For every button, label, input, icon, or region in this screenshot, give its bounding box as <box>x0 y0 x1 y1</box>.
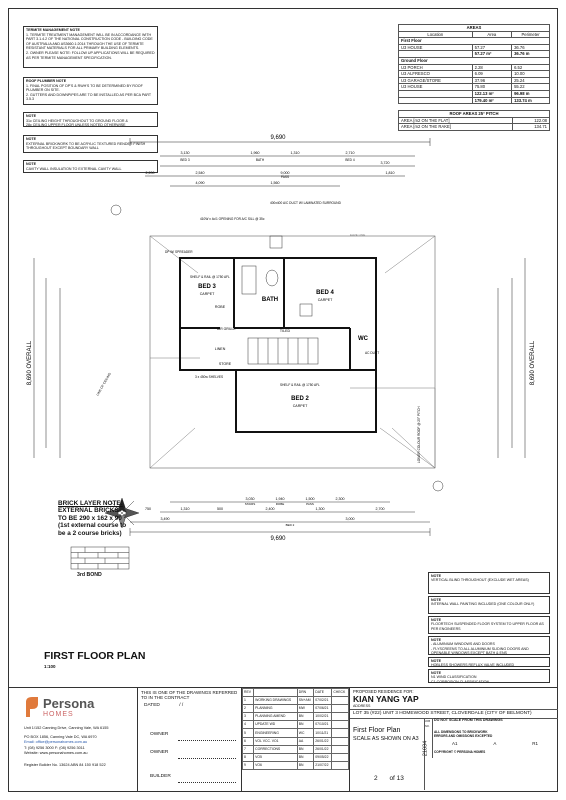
rev-header-row: REV DRN DATE CHECK <box>243 689 349 697</box>
brick-layer-note: BRICK LAYER NOTE: EXTERNAL BRICKS TO BE 290 x 162 x 90 (1st external course to be a 2 course bricks) <box>58 500 127 537</box>
note-floortech: NOTE FLOORTECH SUSPENDED FLOOR SYSTEM TO UPPER FLOOR AS PER ENGINEERS <box>428 616 550 634</box>
drawing-scale: 1:100 <box>44 664 56 669</box>
table-row: U3 PORCH 2.28 6.52 <box>399 64 550 71</box>
room-bed-3-finish: CARPET <box>199 292 215 296</box>
dim-label: 3,720 <box>380 161 390 165</box>
job-number: 21034 <box>422 740 429 757</box>
table-row: AREA [m2 ON THE FLAT] 122.08 <box>399 117 550 124</box>
scale-note: SCALE AS SHOWN ON A3 <box>353 736 419 742</box>
dim-label: 1,500 <box>305 497 315 501</box>
overall-width-top: 9,690 <box>270 135 286 141</box>
overall-depth-right: 8,690 OVERALL <box>530 340 536 386</box>
dim-label: 1,310 <box>290 151 300 155</box>
brick-bond-diagram <box>70 546 130 570</box>
table-row: 6 VOL VCC. VO1 AA 26/01/22 <box>243 737 349 745</box>
company-sub: HOMES <box>43 711 74 718</box>
table-row: 4 UPDATE WD BN 07/10/21 <box>243 721 349 729</box>
col-perimeter: Perimeter <box>512 31 550 38</box>
dim-label: 2,300 <box>335 497 345 501</box>
annotation: AC DUCT <box>365 351 380 355</box>
dim-label: 750 <box>145 507 151 511</box>
annotation: LOWER COLOUR ROOF @ 25° PITCH <box>417 406 421 463</box>
annotation: EAVE LINE <box>350 233 366 237</box>
dim-label: 2,700 <box>375 507 385 511</box>
project-block: PROPOSED RESIDENCE FOR: KIAN YANG YAP ADDRESS LOT 35 (#22) UNIT 3 HOMEWOOD STREET, CLOVERDALE (CITY OF BELMONT) First Floor Plan SCALE AS SHOWN ON A3 2 of 13 JOB NO. 21034 DO NOT SCALE FROM THIS DRAWINGS ALL DIMENSIONS TO BRICKWORK ERRORS AND OMISSIONS EXCEPTED A1 A R1 COPYRIGHT © PERSONA HOMES <box>349 688 558 791</box>
table-row: 7 CORRECTIONS BN 26/01/22 <box>243 745 349 753</box>
contract-block: THIS IS ONE OF THE DRAWINGS REFERRED TO IN THE CONTRACT DATED / / OWNER OWNER BUILDER <box>137 688 241 791</box>
dim-label: 1,960 <box>250 151 260 155</box>
dim-label: 3,130 <box>180 151 190 155</box>
overall-width-bottom: 9,690 <box>270 536 286 542</box>
annotation: SHELF & RAIL @ 1750 AFL <box>190 275 230 279</box>
note-blinds: NOTE VERTICAL BLIND THROUGHOUT (EXCLUDE WET AREAS) <box>428 572 550 594</box>
first-floor-plan-drawing <box>20 128 545 548</box>
sheet-number: 2 <box>374 775 378 782</box>
annotation: 400x400 A/C DUCT W/ LAMINATED SURROUND <box>270 201 341 205</box>
roof-plumber-note: ROOF PLUMBER NOTE 1. FINAL POSITION OF DP'S & RWH'S TO BE DETERMINED BY ROOF PLUMBER ON SITE. 2. GUTTERS AND DOWNPIPES ARE TO BE INSTALLED AS PER BCA PART 3.5.3 <box>23 77 158 105</box>
dim-label: 3,490 <box>160 517 170 521</box>
col-area: Area <box>472 31 511 38</box>
room-bath-finish: TILED <box>279 329 291 333</box>
group-ground-floor: Ground Floor <box>399 57 550 64</box>
sheet-title: First Floor Plan <box>353 727 401 734</box>
annotation: DP W/ SPREADER <box>165 250 193 254</box>
dim-label: 1,940 <box>275 497 285 501</box>
room-bed-4: BED 4 <box>316 290 334 296</box>
bond-label: 3rd BOND <box>77 572 102 578</box>
annotation: SHELF & RAIL @ 1750 AFL <box>280 383 320 387</box>
dim-room: BED 2 <box>285 523 295 527</box>
overall-depth-left: 8,690 OVERALL <box>27 340 33 386</box>
room-bed-2-finish: CARPET <box>292 404 308 408</box>
render-note: NOTE EXTERNAL BRICKWORK TO BE ACRYLIC TEXTURED RENDER FINISH THROUGHOUT EXCEPT BOUNDARY WALL <box>23 135 158 153</box>
dim-label: 3,000 <box>345 517 355 521</box>
dim-label: 2,200 <box>145 171 155 175</box>
dim-label: 2,710 <box>345 151 355 155</box>
dim-room: ROBE <box>275 502 285 506</box>
areas-schedule <box>398 24 550 104</box>
dim-label: 3,030 <box>245 497 255 501</box>
ceiling-height-note: NOTE 31c CEILING HEIGHT THROUGHOUT TO GROUND FLOOR & 28c CEILING UPPER FLOOR UNLESS NOTED OTHERWISE <box>23 112 158 127</box>
roof-areas-title: ROOF AREAS 25° PITCH <box>399 111 550 118</box>
note-painting: NOTE INTERNAL WALL PAINTING INCLUDED (ONE COLOUR ONLY) <box>428 596 550 614</box>
insulation-note: NOTE CAVITY WALL INSULATION TO EXTERNAL CAVITY WALL <box>23 160 158 173</box>
annotation: 410W x 4c/1 OPENING FOR A/C SILL @ 35c <box>200 217 265 221</box>
note-classification: NOTE N1 WIND CLASSIFICATION C1 CORROSION CLASSIFICATION <box>428 669 550 683</box>
room-bath: BATH <box>261 297 279 303</box>
table-row: U3 HOUSE 57.27 36.76 <box>399 44 550 51</box>
table-row: 1 WORKING DRAWINGS SN+AM 07/02/21 <box>243 697 349 705</box>
table-row: 2 PLANNING MW 07/06/21 <box>243 705 349 713</box>
dim-label: 500 <box>217 507 223 511</box>
note-showers: NOTE HOBLESS SHOWERS REFLUX VALVE INCLUDED <box>428 657 550 667</box>
company-name: Persona <box>43 696 95 711</box>
room-bed-4-finish: CARPET <box>317 298 333 302</box>
dim-label: 9,000 <box>280 171 290 175</box>
room-linen: LINEN <box>214 347 226 351</box>
drawing-title: FIRST FLOOR PLAN <box>44 650 146 662</box>
table-row: 8 VO5 BN 09/05/22 <box>243 753 349 761</box>
dim-label: 1,560 <box>270 181 280 185</box>
group-first-floor: First Floor <box>399 38 550 45</box>
table-row: U3 ALFRESCO 6.09 10.00 <box>399 71 550 78</box>
revision-table <box>241 688 349 791</box>
dim-label: 1,310 <box>180 507 190 511</box>
termite-note: TERMITE MANAGEMENT NOTE 1. TERMITE TREATMENT MANAGEMENT WILL BE IN ACCORDANCE WITH PART 3.1.4.2 OF THE NATIONAL CONSTRUCTION CODE - BUILDING CODE OF AUSTRALIA AND AS3660.1:2014 THROUGH THE USE OF TERMITE RESISTANT MATERIALS FOR ALL PRIMARY BUILDING ELEMENTS. 2. OWNER PLEASE NOTE: FOLLOW UP APPLICATIONS WILL BE REQUIRED AS PER TERMITE MANAGEMENT SPECIFICATION. <box>23 26 158 68</box>
room-wc: WC <box>358 336 368 342</box>
table-row: 5 ENGINEERING WC 10/11/21 <box>243 729 349 737</box>
table-row: AREA [m2 ON THE RAKE] 134.71 <box>399 124 550 131</box>
dim-label: 4,090 <box>195 181 205 185</box>
note-windows: NOTE - ALUMINIUM WINDOWS AND DOORS - FLYSCREENS TO ALL ALUMINIUM SLIDING DOORS AND OPENABLE WINDOWS EXCEPT BATH & ENS <box>428 636 550 655</box>
room-robe: ROBE <box>214 305 226 309</box>
annotation: 3 x 450w SHELVES <box>195 375 224 379</box>
dim-label: 1,810 <box>385 171 395 175</box>
table-row-total: 57.27 m² 36.76 m <box>399 51 550 58</box>
dim-room: BED 4 <box>345 158 355 162</box>
dim-label: 2,540 <box>195 171 205 175</box>
dim-room: BATH <box>255 158 265 162</box>
dim-room: BED 3 <box>180 158 190 162</box>
annotation: AIR GRILLE <box>217 327 236 331</box>
dim-label: 2,400 <box>265 507 275 511</box>
table-row-grand-total: 179.40 m² 133.74 m <box>399 97 550 104</box>
dim-label: 1,300 <box>315 507 325 511</box>
col-location: Location <box>399 31 473 38</box>
table-row-total: 122.13 m² 96.98 m <box>399 90 550 97</box>
dim-room: STAIRS <box>244 502 256 506</box>
room-bed-3: BED 3 <box>198 284 216 290</box>
areas-title: AREAS <box>399 25 550 32</box>
annotation: LINE OF CEILING <box>95 371 112 397</box>
table-row: 9 VO6 BN 21/07/22 <box>243 761 349 769</box>
room-bed-2: BED 2 <box>291 396 309 402</box>
company-block: Persona HOMES Unit 1/152 Canning Drive, Canning Vale, WA 6155 PO BOX 1856, Canning Vale DC, WA 6970 Email: office@personahomes.com.au T: (08) 9256 3000 F: (08) 9256 3011 Website: www.personahomes.com.au Register Builder No. 13624 ABN 84 150 918 522 <box>24 696 109 767</box>
table-row: 3 PLANNING AMEND BN 10/02/21 <box>243 713 349 721</box>
dim-room: PASS <box>280 175 290 179</box>
table-row: U3 GARAGE/STORE 37.96 25.24 <box>399 77 550 84</box>
room-store: STORE <box>218 362 232 366</box>
dim-room: PASS <box>306 502 314 506</box>
table-row: U3 HOUSE 75.80 55.22 <box>399 84 550 91</box>
persona-logo-icon <box>24 696 40 718</box>
